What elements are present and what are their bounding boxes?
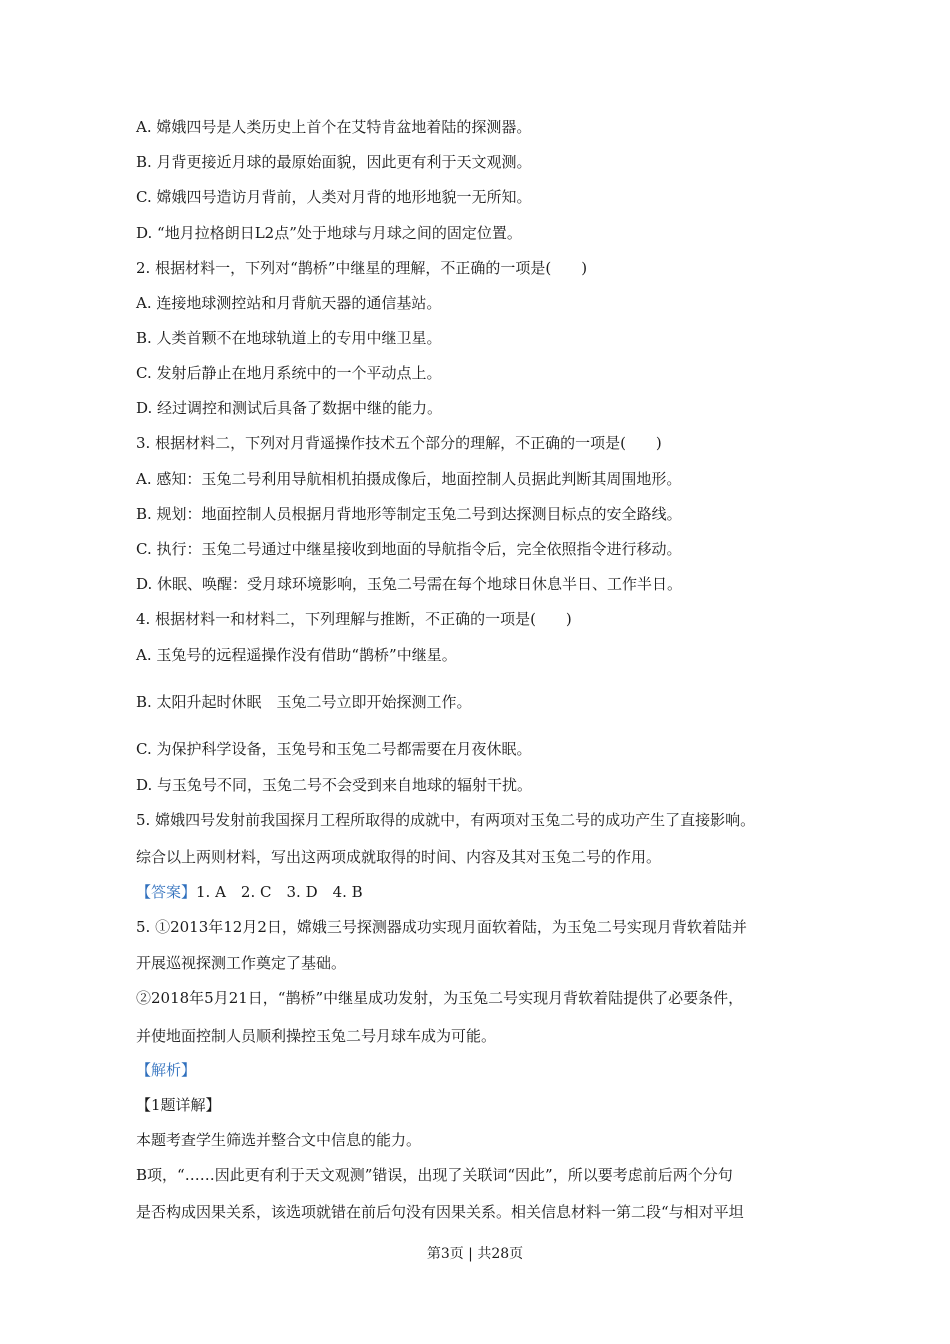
q2-option-c: C. 发射后静止在地月系统中的一个平动点上。 xyxy=(136,364,442,382)
q2-option-b: B. 人类首颗不在地球轨道上的专用中继卫星。 xyxy=(136,329,442,347)
q3-stem: 3. 根据材料二，下列对月背遥操作技术五个部分的理解，不正确的一项是( ) xyxy=(136,434,662,452)
q3-option-b: B. 规划：地面控制人员根据月背地形等制定玉兔二号到达探测目标点的安全路线。 xyxy=(136,505,682,523)
answer-q5-line-2: 开展巡视探测工作奠定了基础。 xyxy=(136,954,347,972)
answer-row xyxy=(136,882,363,902)
q1-option-b: B. 月背更接近月球的最原始面貌，因此更有利于天文观测。 xyxy=(136,153,532,171)
q2-stem: 2. 根据材料一，下列对“鹊桥”中继星的理解，不正确的一项是( ) xyxy=(136,259,588,277)
answer-choices: 1. A 2. C 3. D 4. B xyxy=(196,883,363,901)
q5-stem-line-1: 5. 嫦娥四号发射前我国探月工程所取得的成就中，有两项对玉兔二号的成功产生了直接影响。 xyxy=(136,811,756,829)
analysis-line-2: B项，“……因此更有利于天文观测”错误，出现了关联词“因此”，所以要考虑前后两个分句 xyxy=(136,1166,733,1184)
q1-option-d: D. “地月拉格朗日L2点”处于地球与月球之间的固定位置。 xyxy=(136,224,522,242)
analysis-heading: 【1题详解】 xyxy=(136,1096,221,1114)
q2-option-a: A. 连接地球测控站和月背航天器的通信基站。 xyxy=(136,294,442,312)
q3-option-c: C. 执行：玉兔二号通过中继星接收到地面的导航指令后，完全依照指令进行移动。 xyxy=(136,540,682,558)
answer-label: 【答案】 xyxy=(136,883,197,901)
q4-option-d: D. 与玉兔号不同，玉兔二号不会受到来自地球的辐射干扰。 xyxy=(136,776,533,794)
q4-stem: 4. 根据材料一和材料二，下列理解与推断，不正确的一项是( ) xyxy=(136,610,572,628)
answer-q5-line-1: 5. ①2013年12月2日，嫦娥三号探测器成功实现月面软着陆，为玉兔二号实现月背软着陆并 xyxy=(136,918,747,936)
q5-stem-line-2: 综合以上两则材料，写出这两项成就取得的时间、内容及其对玉兔二号的作用。 xyxy=(136,848,662,866)
q3-option-d: D. 休眠、唤醒：受月球环境影响，玉兔二号需在每个地球日休息半日、工作半日。 xyxy=(136,575,683,593)
q1-option-c: C. 嫦娥四号造访月背前，人类对月背的地形地貌一无所知。 xyxy=(136,188,532,206)
answer-q5-line-3: ②2018年5月21日，“鹊桥”中继星成功发射，为玉兔二号实现月背软着陆提供了必要条件， xyxy=(136,989,744,1007)
q2-option-d: D. 经过调控和测试后具备了数据中继的能力。 xyxy=(136,399,443,417)
q3-option-a: A. 感知：玉兔二号利用导航相机拍摄成像后，地面控制人员据此判断其周围地形。 xyxy=(136,470,682,488)
page-footer: 第3页 | 共28页 xyxy=(426,1246,524,1262)
analysis-line-3: 是否构成因果关系，该选项就错在前后句没有因果关系。相关信息材料一第二段“与相对平坦 xyxy=(136,1203,744,1221)
q4-option-c: C. 为保护科学设备，玉兔号和玉兔二号都需要在月夜休眠。 xyxy=(136,740,532,758)
q4-option-b: B. 太阳升起时休眠 玉兔二号立即开始探测工作。 xyxy=(136,693,472,711)
answer-q5-line-4: 并使地面控制人员顺利操控玉兔二号月球车成为可能。 xyxy=(136,1027,497,1045)
analysis-line-1: 本题考查学生筛选并整合文中信息的能力。 xyxy=(136,1131,422,1149)
analysis-label: 【解析】 xyxy=(136,1061,197,1079)
q1-option-a: A. 嫦娥四号是人类历史上首个在艾特肯盆地着陆的探测器。 xyxy=(136,118,532,136)
q4-option-a: A. 玉兔号的远程遥操作没有借助“鹊桥”中继星。 xyxy=(136,646,457,664)
